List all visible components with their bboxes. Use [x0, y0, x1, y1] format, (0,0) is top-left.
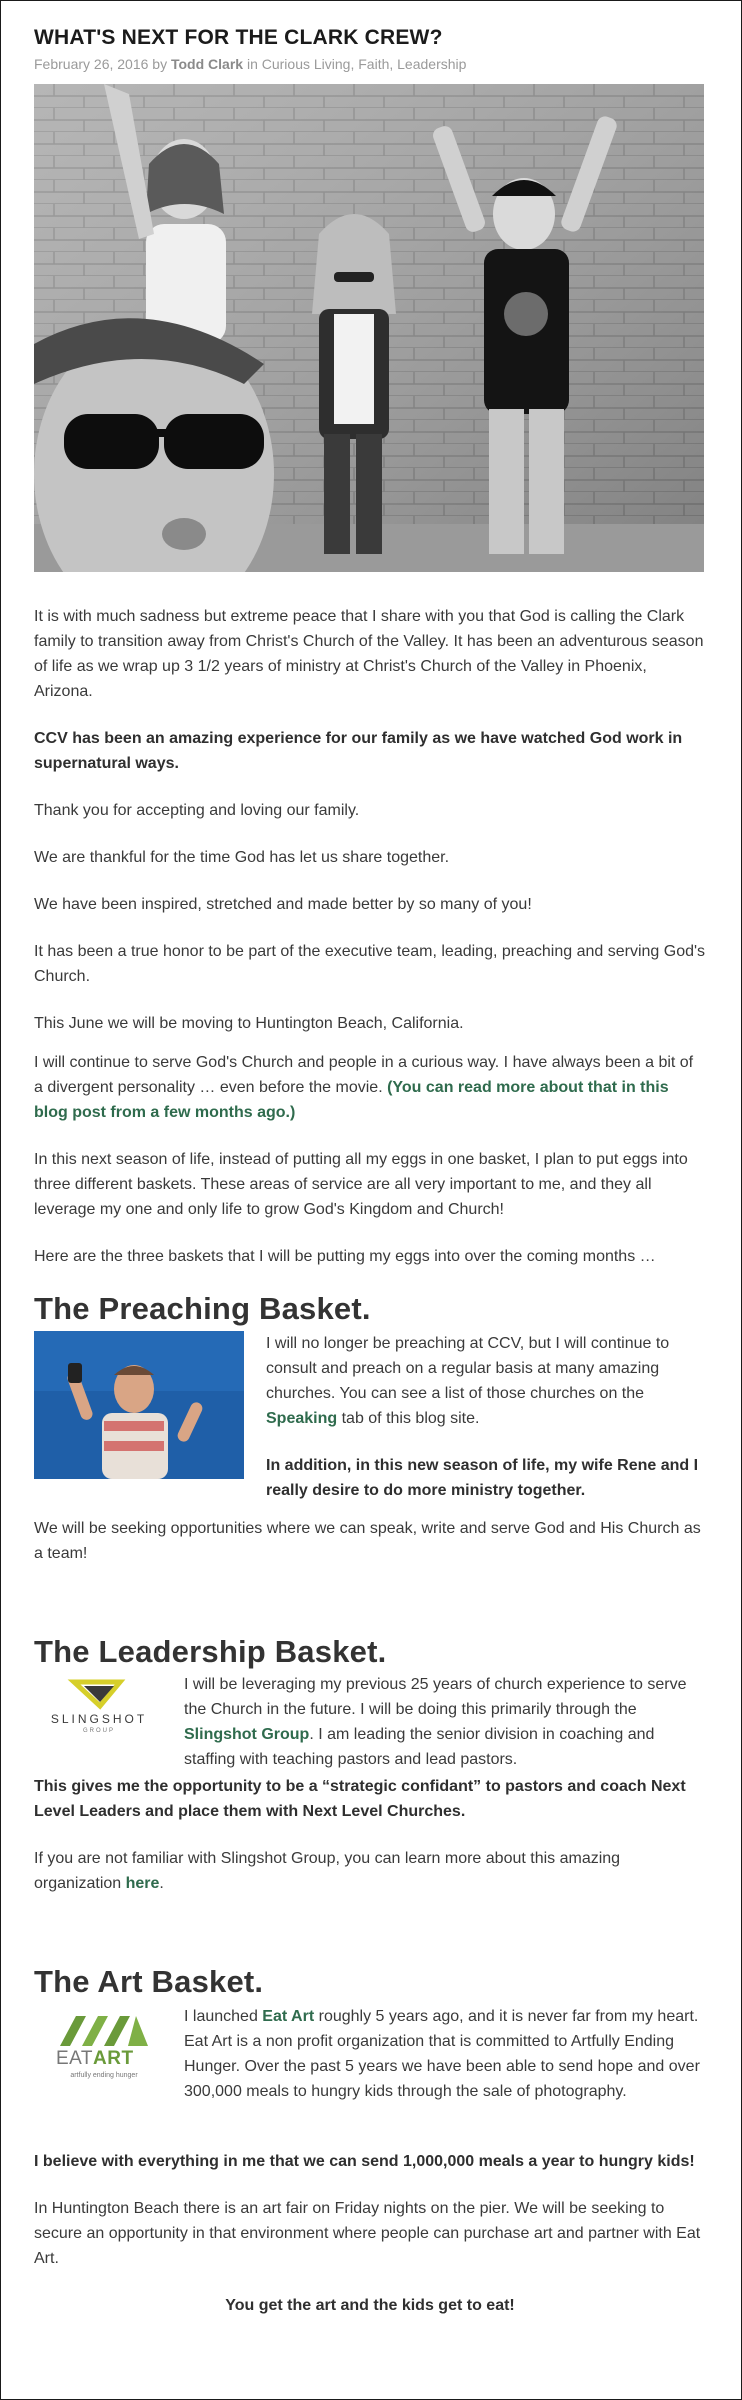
preaching-paragraph-2: In addition, in this new season of life, my wife Rene and I really desire to do more ministry together.: [266, 1457, 699, 1499]
blog-post-link[interactable]: (You can read more about that in this blog post from a few months ago.): [34, 1079, 669, 1121]
leadership-paragraph-1-tail: . I am leading the senior division in coaching and staffing with teaching pastors and lead pastors.: [184, 1726, 655, 1768]
leadership-paragraph-3-text: If you are not familiar with Slingshot Group, you can learn more about this amazing organization: [34, 1850, 621, 1892]
intro-paragraph-5: We have been inspired, stretched and made better by so many of you!: [34, 896, 532, 913]
post-date: February 26, 2016: [34, 56, 149, 72]
post-categories[interactable]: Curious Living, Faith, Leadership: [261, 56, 467, 72]
art-paragraph-3: In Huntington Beach there is an art fair on Friday nights on the pier. We will be seeking to secure an opportunity in that environment where people can purchase art and partner with Eat Art.: [34, 2200, 701, 2267]
preaching-text: [266, 1331, 706, 1503]
slingshot-logo[interactable]: [34, 1676, 164, 1742]
slingshot-here-link[interactable]: here: [125, 1875, 160, 1892]
preaching-block: [34, 1331, 706, 1516]
meta-in: in: [246, 56, 258, 72]
leadership-paragraph-3: [34, 1846, 706, 1896]
eat-art-link[interactable]: Eat Art: [262, 2008, 315, 2025]
leadership-heading: The Leadership Basket.: [34, 1634, 387, 1669]
eat-art-logo-text: [56, 2048, 152, 2070]
hero-family-photo: [34, 84, 704, 572]
leadership-paragraph-2: This gives me the opportunity to be a “strategic confidant” to pastors and coach Next Level Leaders and place them with Next Level Churches.: [34, 1778, 686, 1820]
preaching-paragraph-1-text: I will no longer be preaching at CCV, but I will continue to consult and preach on a regular basis at many amazing churches. You can see a list of those churches on the: [266, 1335, 670, 1402]
eat-art-logo-art: ART: [93, 2048, 134, 2069]
leadership-block: [34, 1672, 706, 1768]
preaching-paragraph-1: [266, 1331, 706, 1431]
intro-paragraph-7: This June we will be moving to Huntington Beach, California.: [34, 1015, 464, 1032]
leadership-paragraph-3-tail: .: [159, 1875, 164, 1892]
art-closing-line: You get the art and the kids get to eat!: [225, 2297, 515, 2314]
post-meta: [34, 56, 706, 72]
blog-post: [34, 26, 706, 2318]
post-author-link[interactable]: Todd Clark: [170, 56, 244, 72]
eat-art-logo-mark: [56, 2014, 152, 2048]
preaching-speaker-photo: [34, 1331, 244, 1479]
preaching-paragraph-1-tail: tab of this blog site.: [341, 1410, 480, 1427]
art-block: [34, 2004, 706, 2129]
art-heading: The Art Basket.: [34, 1964, 264, 1999]
intro-paragraph-6: It has been a true honor to be part of the executive team, leading, preaching and serving God's Church.: [34, 943, 706, 985]
intro-paragraph-4: We are thankful for the time God has let us share together.: [34, 849, 450, 866]
meta-by: by: [152, 56, 168, 72]
intro-paragraph-10: Here are the three baskets that I will be putting my eggs into over the coming months …: [34, 1248, 656, 1265]
slingshot-logo-text: SLINGSHOT: [50, 1712, 148, 1726]
preaching-heading: The Preaching Basket.: [34, 1291, 371, 1326]
art-paragraph-1-tail: roughly 5 years ago, and it is never far from my heart. Eat Art is a non profit organization that is committed to Artfully Ending Hunger. Over the past 5 years we have been able to send hope and over 300,000 meals to hungry kids through the sale of photography.: [184, 2008, 700, 2100]
intro-paragraph-8-text: I will continue to serve God's Church and people in a curious way. I have always been a bit of a divergent personality … even before the movie.: [34, 1054, 694, 1096]
eat-art-logo-eat: EAT: [56, 2048, 94, 2069]
eat-art-logo-tagline: artfully ending hunger: [70, 2072, 138, 2079]
intro-paragraph-1: It is with much sadness but extreme peace that I share with you that God is calling the Clark family to transition away from Christ's Church of the Valley. It has been an adventurous season of life as we wrap up 3 1/2 years of ministry at Christ's Church of the Valley in Phoenix, Arizona.: [34, 608, 704, 700]
slingshot-group-link[interactable]: Slingshot Group: [184, 1726, 310, 1743]
intro-paragraph-8: [34, 1050, 706, 1125]
speaking-tab-link[interactable]: Speaking: [266, 1410, 338, 1427]
leadership-paragraph-1-text: I will be leveraging my previous 25 years of church experience to serve the Church in the future. I will be doing this primarily through the: [184, 1676, 687, 1718]
eat-art-logo[interactable]: [56, 2014, 152, 2084]
intro-paragraph-9: In this next season of life, instead of putting all my eggs in one basket, I plan to put eggs into three different baskets. These areas of service are all very important to me, and they all leverage my one and only life to grow God's Kingdom and Church!: [34, 1151, 688, 1218]
art-paragraph-1-text: I launched: [184, 2008, 258, 2025]
post-title: WHAT'S NEXT FOR THE CLARK CREW?: [34, 26, 443, 49]
preaching-paragraph-3: We will be seeking opportunities where we can speak, write and serve God and His Church as a team!: [34, 1520, 701, 1562]
slingshot-logo-sub: GROUP: [82, 1728, 115, 1734]
art-paragraph-2: I believe with everything in me that we can send 1,000,000 meals a year to hungry kids!: [34, 2153, 695, 2170]
intro-paragraph-3: Thank you for accepting and loving our family.: [34, 802, 360, 819]
intro-paragraph-2: CCV has been an amazing experience for our family as we have watched God work in supernatural ways.: [34, 730, 683, 772]
leadership-paragraph-1-top: [184, 1672, 706, 1772]
art-paragraph-1: [184, 2004, 706, 2104]
